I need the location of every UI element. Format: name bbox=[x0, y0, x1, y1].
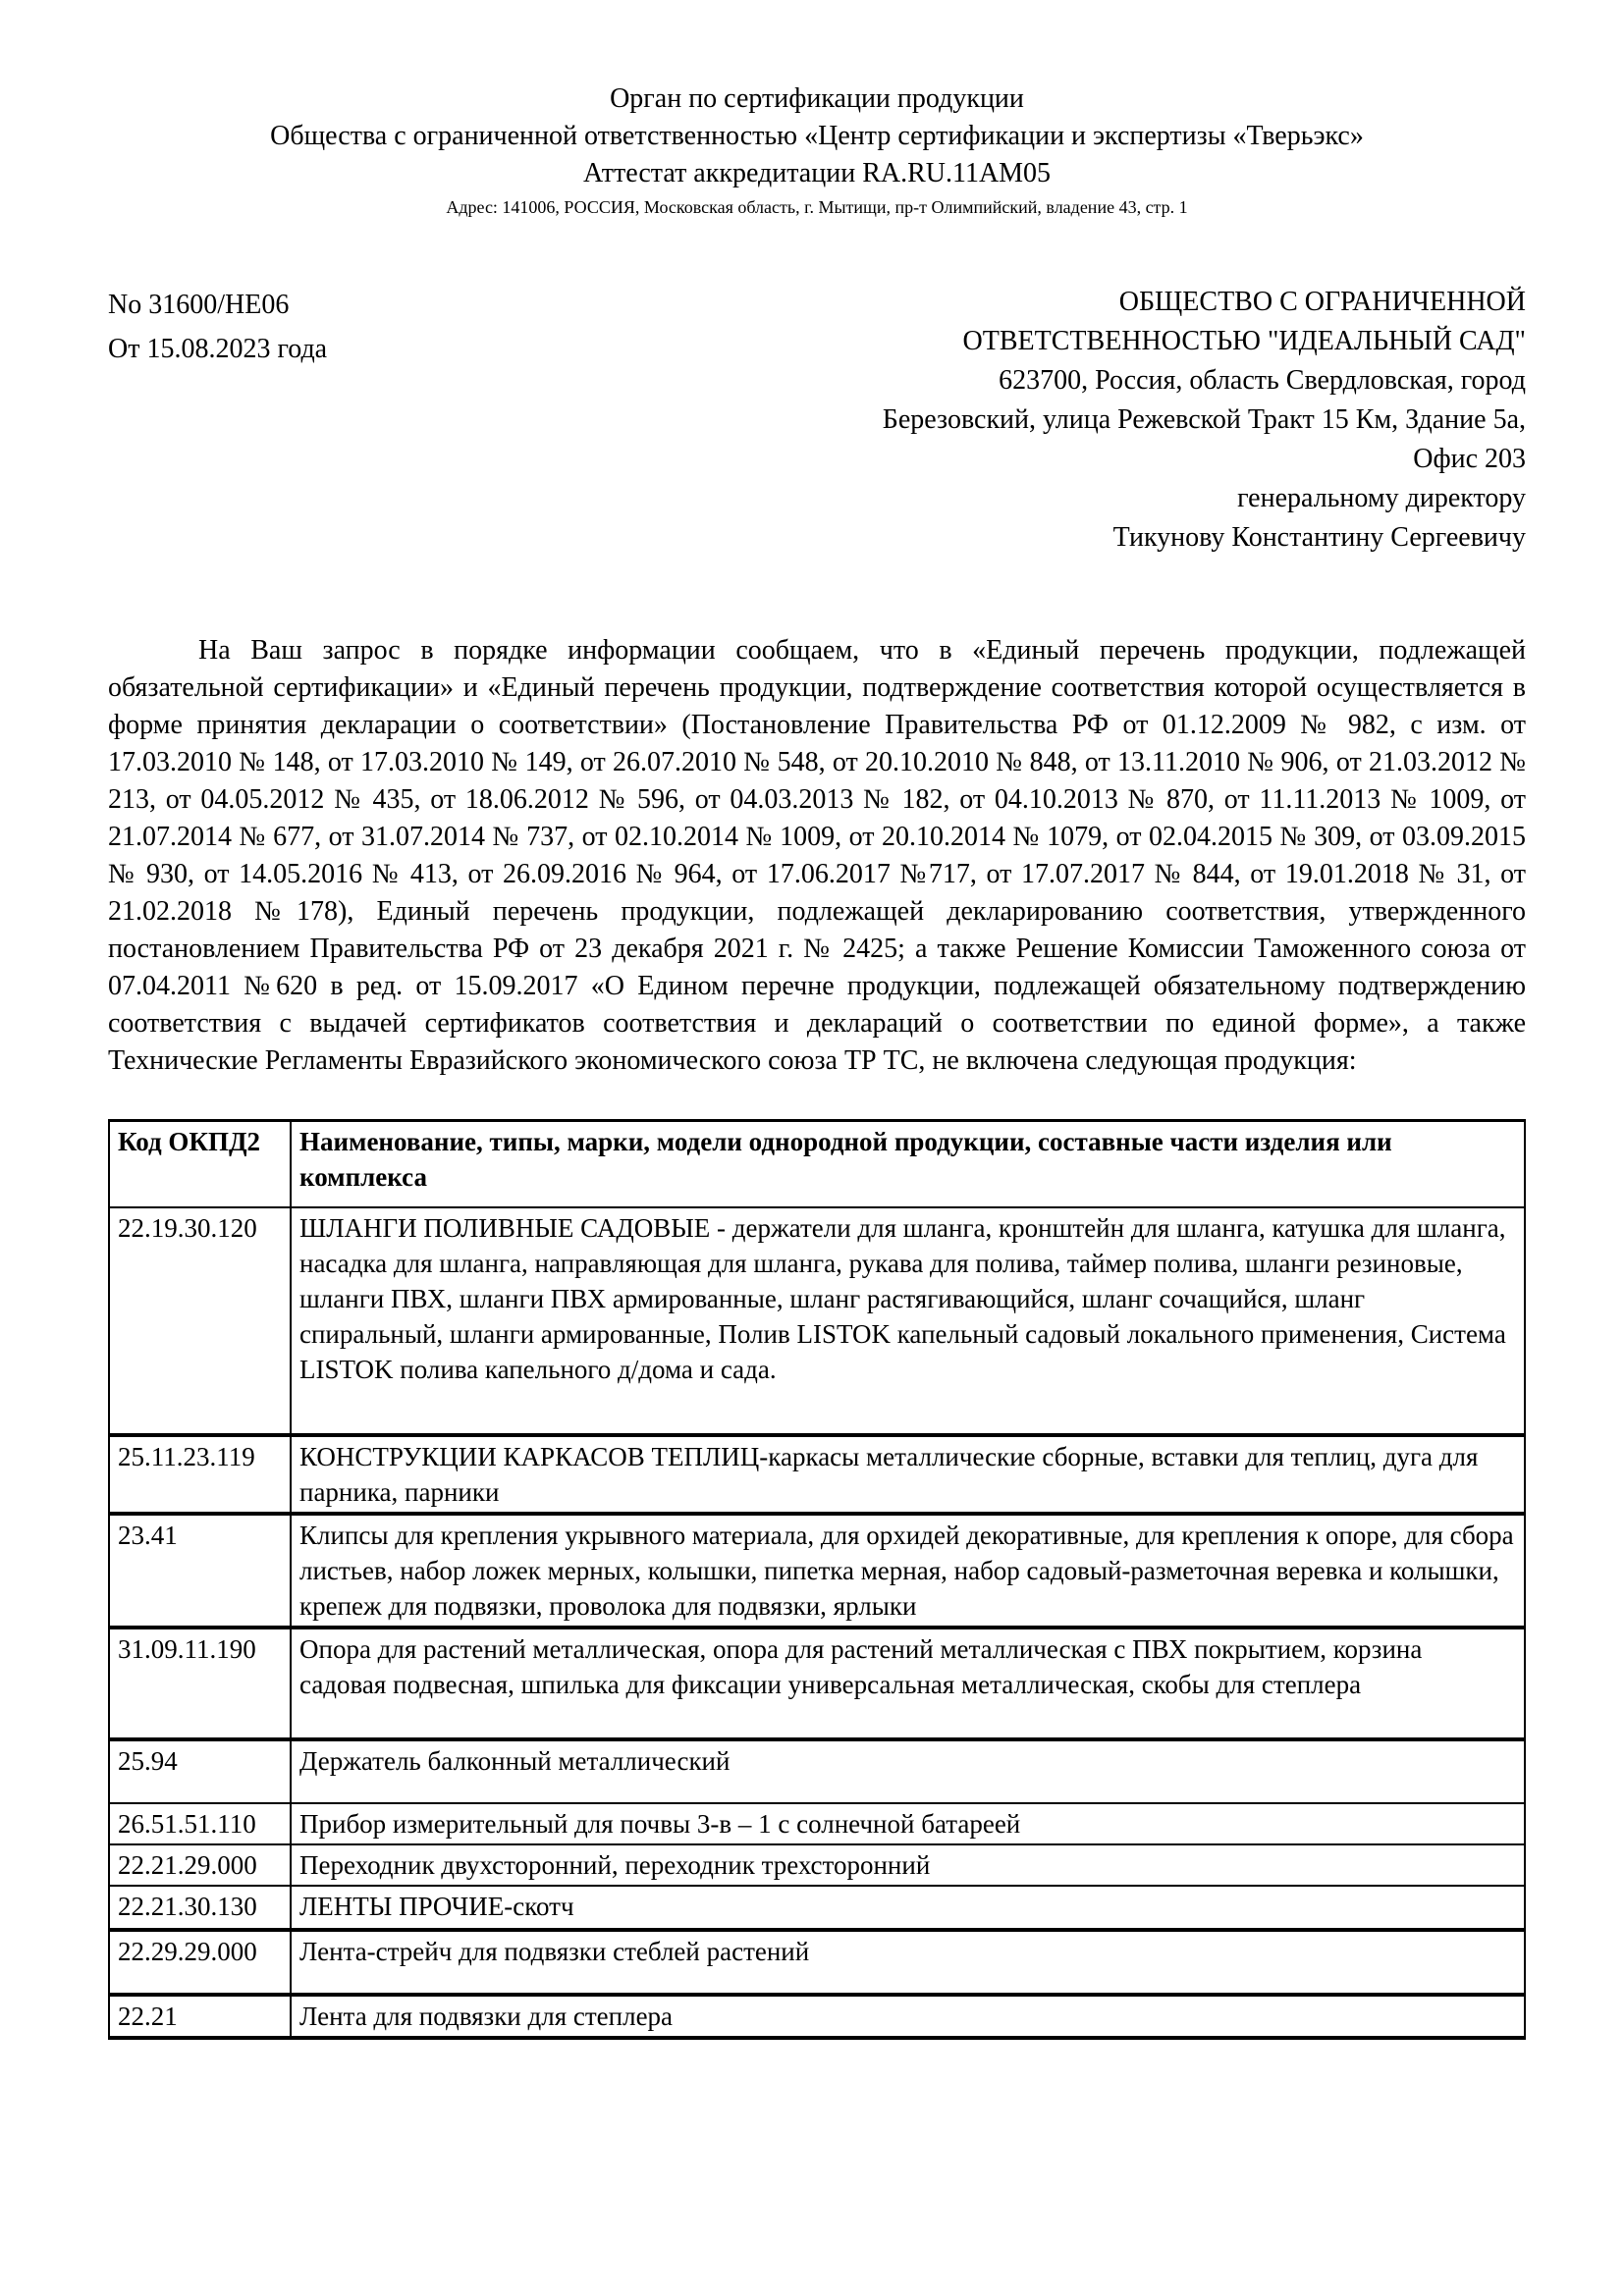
table-row bbox=[109, 1930, 1525, 1995]
row-code: 22.29.29.000 bbox=[118, 1936, 257, 1966]
table-row bbox=[109, 1514, 1525, 1628]
row-code: 22.21 bbox=[118, 2001, 178, 2031]
row-description: КОНСТРУКЦИИ КАРКАСОВ ТЕПЛИЦ-каркасы металлические сборные, вставки для теплиц, дуга для парника, парники bbox=[291, 1435, 1525, 1514]
recipient-line: 623700, Россия, область Свердловская, город bbox=[999, 365, 1526, 396]
table-row bbox=[109, 1207, 1525, 1435]
row-description: Держатель балконный металлический bbox=[291, 1739, 1525, 1803]
row-code: 25.94 bbox=[118, 1745, 178, 1776]
row-description: Прибор измерительный для почвы 3-в – 1 с солнечной батареей bbox=[291, 1803, 1525, 1844]
recipient-line: Тикунову Константину Сергеевичу bbox=[1112, 522, 1526, 553]
table-header-name: Наименование, типы, марки, модели однородной продукции, составные части изделия или комплекса bbox=[291, 1121, 1525, 1207]
table-row bbox=[109, 1628, 1525, 1739]
letterhead-org-title: Орган по сертификации продукции bbox=[610, 83, 1024, 114]
reference-block bbox=[108, 283, 327, 371]
recipient-line: Березовский, улица Режевской Тракт 15 Км, Здание 5а, bbox=[882, 404, 1526, 435]
letterhead-address: Адрес: 141006, РОССИЯ, Московская область, г. Мытищи, пр-т Олимпийский, владение 43, стр. 1 bbox=[446, 197, 1188, 217]
recipient-block bbox=[883, 283, 1526, 558]
table-header-code: Код ОКПД2 bbox=[118, 1127, 261, 1156]
row-description: Опора для растений металлическая, опора для растений металлическая с ПВХ покрытием, корзина садовая подвесная, шпилька для фиксации универсальная металлическая, скобы для степлера bbox=[291, 1628, 1525, 1739]
recipient-line: генеральному директору bbox=[1237, 483, 1526, 513]
row-code: 25.11.23.119 bbox=[118, 1441, 255, 1471]
recipient-line: ОБЩЕСТВО С ОГРАНИЧЕННОЙ bbox=[1118, 287, 1526, 317]
row-description: ШЛАНГИ ПОЛИВНЫЕ САДОВЫЕ - держатели для шланга, кронштейн для шланга, катушка для шланга, насадка для шланга, направляющая для шланга, рукава для полива, таймер полива, шланги резиновые, шланги ПВХ, шланги ПВХ армированные, шланг растягивающийся, шланг сочащийся, шланг спиральный, шланги армированные, Полив LISTOK капельный садовый локального применения, Система LISTOK полива капельного д/дома и сада. bbox=[291, 1207, 1525, 1435]
table-header-row bbox=[109, 1121, 1525, 1207]
table-row bbox=[109, 1803, 1525, 1844]
row-description: ЛЕНТЫ ПРОЧИЕ-скотч bbox=[291, 1886, 1525, 1930]
letterhead-org-name: Общества с ограниченной ответственностью «Центр сертификации и экспертизы «Тверьэкс» bbox=[270, 121, 1364, 151]
row-code: 22.21.30.130 bbox=[118, 1891, 257, 1921]
letter-number: No 31600/НЕ06 bbox=[108, 290, 290, 320]
recipient-line: ОТВЕТСТВЕННОСТЬЮ "ИДЕАЛЬНЫЙ САД" bbox=[962, 326, 1526, 356]
row-code: 22.19.30.120 bbox=[118, 1212, 257, 1243]
row-description: Лента для подвязки для степлера bbox=[291, 1995, 1525, 2038]
table-row bbox=[109, 1995, 1525, 2038]
row-code: 23.41 bbox=[118, 1520, 178, 1550]
table-row bbox=[109, 1435, 1525, 1514]
recipient-line: Офис 203 bbox=[1413, 444, 1526, 474]
table-row bbox=[109, 1886, 1525, 1930]
table-row bbox=[109, 1739, 1525, 1803]
body-paragraph: На Ваш запрос в порядке информации сообщаем, что в «Единый перечень продукции, подлежащей обязательной сертификации» и «Единый перечень продукции, подтверждение соответствия которой осуществляется в форме принятия декларации о соответствии» (Постановление Правительства РФ от 01.12.2009 № 982, с изм. от 17.03.2010 № 148, от 17.03.2010 № 149, от 26.07.2010 № 548, от 20.10.2010 № 848, от 13.11.2010 № 906, от 21.03.2012 № 213, от 04.05.2012 № 435, от 18.06.2012 № 596, от 04.03.2013 № 182, от 04.10.2013 № 870, от 11.11.2013 № 1009, от 21.07.2014 № 677, от 31.07.2014 № 737, от 02.10.2014 № 1009, от 20.10.2014 № 1079, от 02.04.2015 № 309, от 03.09.2015 № 930, от 14.05.2016 № 413, от 26.09.2016 № 964, от 17.06.2017 №717, от 17.07.2017 № 844, от 19.01.2018 № 31, от 21.02.2018 №178), Единый перечень продукции, подлежащей декларированию соответствия, утвержденного постановлением Правительства РФ от 23 декабря 2021 г. № 2425; а также Решение Комиссии Таможенного союза от 07.04.2011 №620 в ред. от 15.09.2017 «О Едином перечне продукции, подлежащей обязательному подтверждению соответствия с выдачей сертификатов соответствия и деклараций о соответствии по единой форме», а также Технические Регламенты Евразийского экономического союза ТР ТС, не включена следующая продукция: bbox=[108, 635, 1526, 1076]
reference-recipient-row bbox=[108, 283, 1526, 558]
row-code: 22.21.29.000 bbox=[118, 1849, 257, 1880]
row-description: Клипсы для крепления укрывного материала, для орхидей декоративные, для крепления к опоре, для сбора листьев, набор ложек мерных, колышки, пипетка мерная, набор садовый-разметочная веревка и колышки, крепеж для подвязки, проволока для подвязки, ярлыки bbox=[291, 1514, 1525, 1628]
products-table bbox=[108, 1119, 1526, 2040]
row-code: 31.09.11.190 bbox=[118, 1633, 256, 1664]
row-description: Переходник двухсторонний, переходник трехсторонний bbox=[291, 1844, 1525, 1886]
letterhead-accreditation: Аттестат аккредитации RA.RU.11АМ05 bbox=[582, 158, 1052, 188]
row-description: Лента-стрейч для подвязки стеблей растений bbox=[291, 1930, 1525, 1995]
row-code: 26.51.51.110 bbox=[118, 1808, 256, 1839]
letterhead bbox=[108, 80, 1526, 222]
table-row bbox=[109, 1844, 1525, 1886]
letter-date: От 15.08.2023 года bbox=[108, 334, 328, 364]
